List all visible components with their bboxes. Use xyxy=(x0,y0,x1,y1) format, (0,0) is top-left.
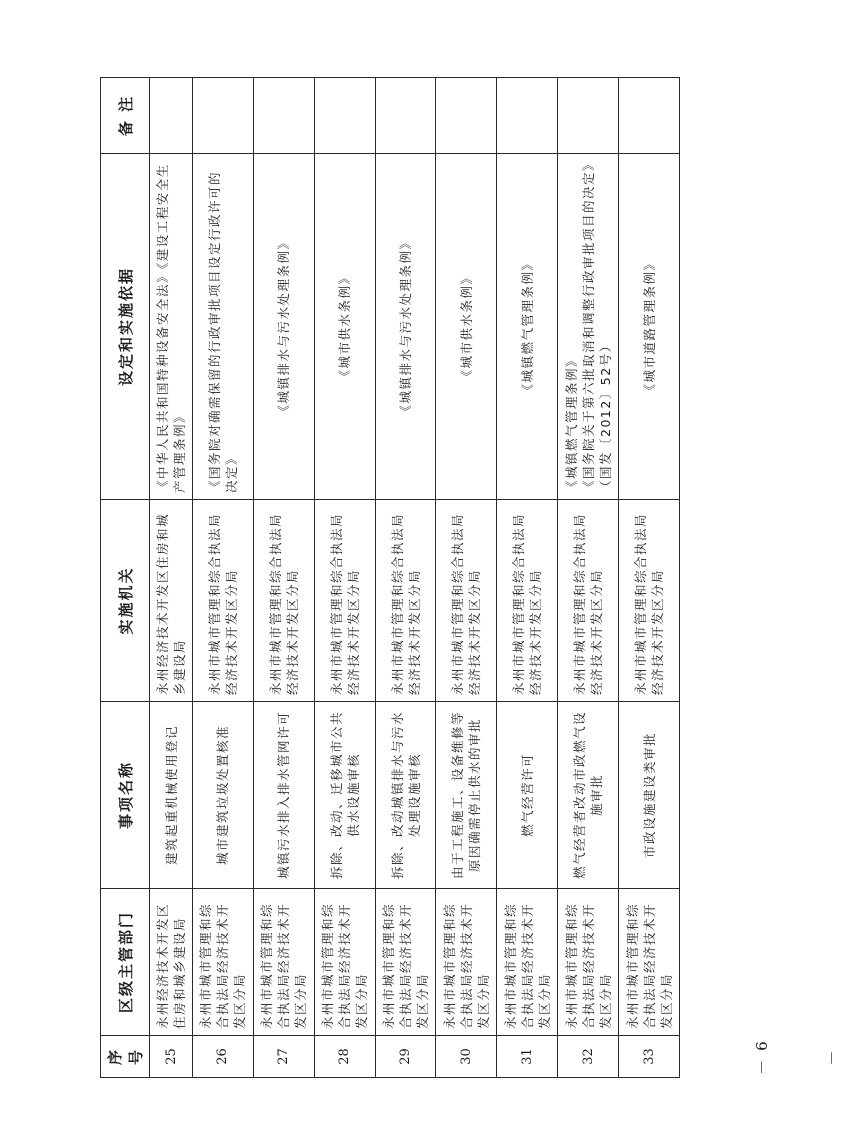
cell-seq: 33 xyxy=(619,1036,680,1078)
table-row xyxy=(375,78,436,1078)
table-row xyxy=(436,78,497,1078)
basis-line: 《城镇燃气管理条例》 xyxy=(563,352,579,493)
basis-lines xyxy=(154,160,188,493)
cell-remark xyxy=(619,78,680,154)
cell-agency: 永州市城市管理和综合执法局经济技术开发区分局 xyxy=(558,500,619,702)
cell-agency: 永州市城市管理和综合执法局经济技术开发区分局 xyxy=(314,500,375,702)
table-body xyxy=(150,78,680,1078)
basis-line: 《城市供水条例》 xyxy=(337,270,353,383)
cell-agency: 永州市城市管理和综合执法局经济技术开发区分局 xyxy=(193,500,254,702)
basis-lines xyxy=(275,236,292,418)
table-row xyxy=(193,78,254,1078)
cell-remark xyxy=(436,78,497,154)
basis-line: 《国务院对确需保留的行政审批项目设定行政许可的决定》 xyxy=(206,170,239,493)
cell-item: 城市建筑垃圾处置核准 xyxy=(193,702,254,889)
basis-line: 《城镇排水与污水处理条例》 xyxy=(276,235,292,418)
cell-item: 燃气经营许可 xyxy=(497,702,558,889)
cell-basis xyxy=(558,154,619,500)
cell-item: 由于工程施工、设备维修等原因确需停止供水的审批 xyxy=(436,702,497,889)
cell-dept: 永州市城市管理和综合执法局经济技术开发区分局 xyxy=(497,889,558,1036)
cell-seq: 27 xyxy=(253,1036,314,1078)
cell-basis xyxy=(436,154,497,500)
cell-remark xyxy=(253,78,314,154)
cell-basis xyxy=(253,154,314,500)
basis-lines xyxy=(563,160,614,493)
table-row xyxy=(314,78,375,1078)
basis-lines xyxy=(397,236,414,418)
cell-dept: 永州市城市管理和综合执法局经济技术开发区分局 xyxy=(253,889,314,1036)
cell-remark xyxy=(375,78,436,154)
cell-seq: 29 xyxy=(375,1036,436,1078)
cell-seq: 28 xyxy=(314,1036,375,1078)
cell-dept: 永州市城市管理和综合执法局经济技术开发区分局 xyxy=(314,889,375,1036)
cell-dept: 永州市城市管理和综合执法局经济技术开发区分局 xyxy=(558,889,619,1036)
cell-item: 燃气经营者改动市政燃气设施审批 xyxy=(558,702,619,889)
basis-lines xyxy=(641,257,658,397)
header-remark: 备 注 xyxy=(101,78,150,154)
rotated-table-container xyxy=(100,78,680,1078)
cell-item: 建筑起重机械使用登记 xyxy=(150,702,193,889)
header-seq: 序号 xyxy=(101,1036,150,1078)
cell-dept: 永州市城市管理和综合执法局经济技术开发区分局 xyxy=(375,889,436,1036)
cell-remark xyxy=(497,78,558,154)
basis-line: 《城镇燃气管理条例》 xyxy=(519,256,535,397)
cell-item: 拆除、改动、迁移城市公共供水设施审核 xyxy=(314,702,375,889)
cell-seq: 32 xyxy=(558,1036,619,1078)
basis-line: 《国务院关于第六批取消和调整行政审批项目的决定》（国发〔2012〕52号） xyxy=(580,163,613,493)
cell-agency: 永州市城市管理和综合执法局经济技术开发区分局 xyxy=(436,500,497,702)
cell-item: 市政设施建设类审批 xyxy=(619,702,680,889)
cell-remark xyxy=(150,78,193,154)
page-number: － 6 － xyxy=(753,1039,841,1075)
basis-line: 《城镇排水与污水处理条例》 xyxy=(398,235,414,418)
cell-dept: 永州经济技术开发区住房和城乡建设局 xyxy=(150,889,193,1036)
cell-agency: 永州市城市管理和综合执法局经济技术开发区分局 xyxy=(497,500,558,702)
cell-agency: 永州市城市管理和综合执法局经济技术开发区分局 xyxy=(253,500,314,702)
cell-basis xyxy=(619,154,680,500)
cell-basis xyxy=(193,154,254,500)
approval-items-table xyxy=(100,77,680,1078)
table-row xyxy=(497,78,558,1078)
table-row xyxy=(558,78,619,1078)
basis-lines xyxy=(519,257,536,397)
cell-dept: 永州市城市管理和综合执法局经济技术开发区分局 xyxy=(436,889,497,1036)
cell-remark xyxy=(314,78,375,154)
table-header-row xyxy=(101,78,150,1078)
basis-line: 《城市供水条例》 xyxy=(458,270,474,383)
header-agency: 实施机关 xyxy=(101,500,150,702)
basis-line: 《中华人民共和国特种设备安全法》《建设工程安全生产管理条例》 xyxy=(155,163,187,493)
cell-remark xyxy=(558,78,619,154)
cell-seq: 30 xyxy=(436,1036,497,1078)
table-row xyxy=(150,78,193,1078)
header-basis: 设定和实施依据 xyxy=(101,154,150,500)
cell-basis xyxy=(497,154,558,500)
cell-agency: 永州市城市管理和综合执法局经济技术开发区分局 xyxy=(375,500,436,702)
table-row xyxy=(253,78,314,1078)
cell-basis xyxy=(314,154,375,500)
table-row xyxy=(619,78,680,1078)
cell-basis xyxy=(375,154,436,500)
cell-item: 拆除、改动城镇排水与污水处理设施审核 xyxy=(375,702,436,889)
cell-basis xyxy=(150,154,193,500)
header-item: 事项名称 xyxy=(101,702,150,889)
cell-agency: 永州经济技术开发区住房和城乡建设局 xyxy=(150,500,193,702)
cell-dept: 永州市城市管理和综合执法局经济技术开发区分局 xyxy=(193,889,254,1036)
cell-agency: 永州市城市管理和综合执法局经济技术开发区分局 xyxy=(619,500,680,702)
cell-dept: 永州市城市管理和综合执法局经济技术开发区分局 xyxy=(619,889,680,1036)
basis-lines xyxy=(206,160,240,493)
cell-seq: 26 xyxy=(193,1036,254,1078)
basis-lines xyxy=(336,271,353,383)
basis-lines xyxy=(458,271,475,383)
cell-item: 城镇污水排入排水管网许可 xyxy=(253,702,314,889)
header-dept: 区级主管部门 xyxy=(101,889,150,1036)
cell-seq: 25 xyxy=(150,1036,193,1078)
cell-remark xyxy=(193,78,254,154)
cell-seq: 31 xyxy=(497,1036,558,1078)
basis-line: 《城市道路管理条例》 xyxy=(641,256,657,397)
